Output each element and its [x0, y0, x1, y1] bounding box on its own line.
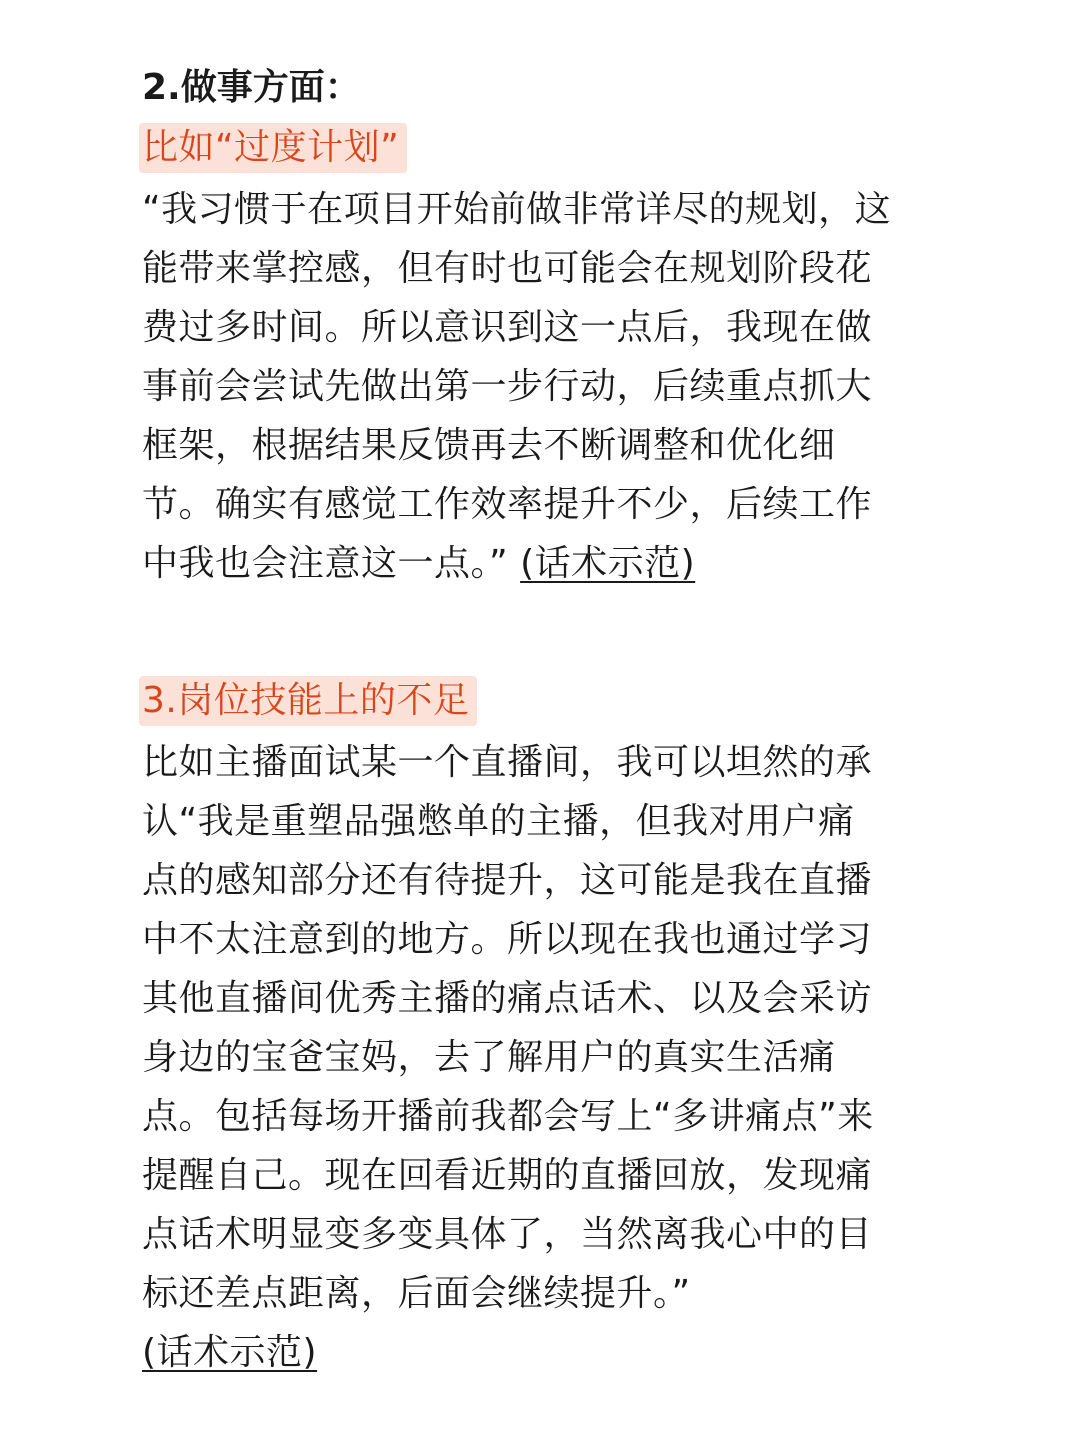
- section3-line: 其他直播间优秀主播的痛点话术、以及会采访: [142, 978, 873, 1019]
- section2-line: “我习惯于在项目开始前做非常详尽的规划，这: [142, 189, 892, 230]
- section2-line: 费过多时间。所以意识到这一点后，我现在做: [142, 307, 873, 348]
- section2-highlight: 比如“过度计划”: [139, 123, 407, 173]
- section3-title: 3.岗位技能上的不足: [139, 676, 477, 726]
- section3-note-row: [142, 1323, 940, 1382]
- section2-last-line-text: 中我也会注意这一点。”: [142, 543, 509, 584]
- section-divider-space: [142, 593, 940, 673]
- section2-highlight-row: [142, 120, 940, 176]
- section3-title-row: [142, 673, 940, 729]
- section3-line: 标还差点距离，后面会继续提升。”: [142, 1273, 691, 1314]
- section3-line: 身边的宝爸宝妈，去了解用户的真实生活痛: [142, 1037, 836, 1078]
- section2-line: 能带来掌控感，但有时也可能会在规划阶段花: [142, 248, 873, 289]
- section2-line: 节。确实有感觉工作效率提升不少，后续工作: [142, 484, 873, 525]
- section3-line: 点话术明显变多变具体了，当然离我心中的目: [142, 1214, 873, 1255]
- section2-example-note: (话术示范): [520, 543, 696, 584]
- section3-example-note: (话术示范): [142, 1332, 318, 1373]
- section2-title: 2.做事方面：: [142, 67, 361, 108]
- section3-line: 比如主播面试某一个直播间，我可以坦然的承: [142, 742, 873, 783]
- section3-line: 点的感知部分还有待提升，这可能是我在直播: [142, 860, 873, 901]
- section3-line: 认“我是重塑品强憋单的主播，但我对用户痛: [142, 801, 855, 842]
- section3-line: 中不太注意到的地方。所以现在我也通过学习: [142, 919, 873, 960]
- section2-last-line: [142, 534, 940, 593]
- section3-line: 提醒自己。现在回看近期的直播回放，发现痛: [142, 1155, 873, 1196]
- section2-line: 事前会尝试先做出第一步行动，后续重点抓大: [142, 366, 873, 407]
- section2-line: 框架，根据结果反馈再去不断调整和优化细: [142, 425, 836, 466]
- section3-line: 点。包括每场开播前我都会写上“多讲痛点”来: [142, 1096, 874, 1137]
